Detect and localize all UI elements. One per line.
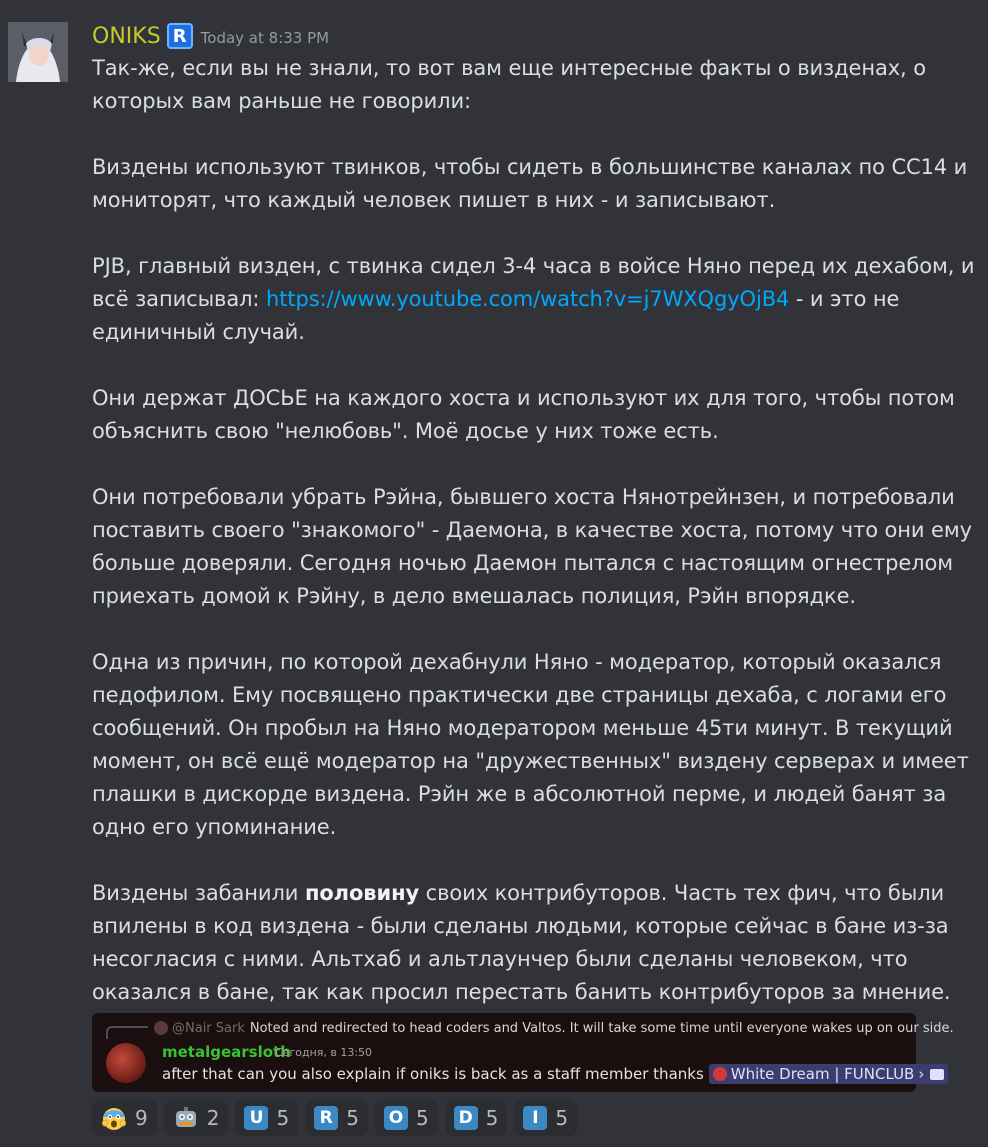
embed-time: Сегодня, в 13:50 bbox=[275, 1046, 373, 1059]
paragraph-text: - и это не единичный случай. bbox=[92, 287, 900, 344]
channel-mention bbox=[709, 1064, 949, 1084]
letter-i-icon: I bbox=[523, 1106, 547, 1130]
avatar[interactable] bbox=[8, 22, 68, 82]
embed-author: metalgearsloth bbox=[162, 1043, 291, 1061]
reaction-letter-o[interactable] bbox=[375, 1100, 438, 1136]
paragraph: Так-же, если вы не знали, то вот вам еще интересные факты о визденах, о которых вам раньше не говорили: bbox=[92, 56, 926, 113]
reaction-letter-i[interactable] bbox=[514, 1100, 577, 1136]
paragraph bbox=[92, 877, 982, 1009]
paragraph: Виздены используют твинков, чтобы сидеть в большинстве каналах по СС14 и мониторят, что каждый человек пишет в них - и записывают. bbox=[92, 155, 968, 212]
embed-avatar bbox=[106, 1043, 146, 1083]
robot-emoji-icon bbox=[173, 1105, 199, 1131]
chat-bubble-icon bbox=[930, 1069, 944, 1080]
paragraph bbox=[92, 250, 982, 349]
reaction-letter-u[interactable] bbox=[235, 1100, 298, 1136]
letter-o-icon: O bbox=[384, 1106, 408, 1130]
reactions-bar bbox=[92, 1100, 577, 1136]
reaction-letter-d[interactable] bbox=[445, 1100, 508, 1136]
reaction-count: 5 bbox=[276, 1106, 290, 1130]
reply-curve-icon bbox=[106, 1026, 148, 1039]
message-timestamp: Today at 8:33 PM bbox=[200, 29, 330, 47]
server-icon bbox=[713, 1067, 727, 1081]
reaction-count: 5 bbox=[415, 1106, 429, 1130]
bold-text: половину bbox=[304, 881, 420, 905]
reaction-count: 2 bbox=[206, 1106, 220, 1130]
reply-text: Noted and redirected to head coders and Valtos. It will take some time until everyone wakes up on our side. bbox=[249, 1020, 954, 1036]
reaction-count: 5 bbox=[555, 1106, 569, 1130]
reaction-count: 5 bbox=[346, 1106, 359, 1130]
reaction-count: 5 bbox=[485, 1106, 499, 1130]
youtube-link[interactable]: https://www.youtube.com/watch?v=j7WXQgyOjB4 bbox=[265, 287, 790, 311]
scream-emoji-icon bbox=[101, 1105, 127, 1131]
reaction-robot[interactable] bbox=[164, 1100, 229, 1136]
role-icon[interactable]: R bbox=[167, 23, 193, 49]
reaction-letter-r[interactable] bbox=[305, 1100, 368, 1136]
chevron-right-icon: › bbox=[918, 1065, 925, 1083]
message-body bbox=[92, 52, 982, 1009]
letter-r-icon: R bbox=[314, 1106, 338, 1130]
paragraph: Одна из причин, по которой дехабнули Няно - модератор, который оказался педофилом. Ему посвящено практически две страницы дехаба, с логами его сообщений. Он пробыл на Няно модератором меньше 45ти минут. В текущий момент, он всё ещё модератор на "дружественных" виздену серверах и имеет плашки в дискорде виздена. Рэйн же в абсолютной перме, и людей банят за одно его упоминание. bbox=[92, 650, 969, 839]
paragraph-text: PJB, главный визден, с твинка сидел 3-4 часа в войсе Няно перед их дехабом, и всё записывал: bbox=[92, 254, 975, 311]
mini-avatar bbox=[154, 1021, 168, 1035]
embed-message: after that can you also explain if oniks is back as a staff member thanks bbox=[162, 1065, 704, 1083]
embedded-screenshot[interactable] bbox=[92, 1013, 954, 1092]
embed-text bbox=[162, 1064, 948, 1084]
author-name[interactable]: ONIKS bbox=[92, 23, 161, 49]
reply-author: @Nair Sark bbox=[172, 1020, 245, 1036]
mention-label: White Dream | FUNCLUB bbox=[730, 1065, 915, 1083]
paragraph: Они держат ДОСЬЕ на каждого хоста и используют их для того, чтобы потом объяснить свою "нелюбовь". Моё досье у них тоже есть. bbox=[92, 386, 955, 443]
letter-u-icon: U bbox=[244, 1106, 268, 1130]
reaction-count: 9 bbox=[135, 1106, 148, 1130]
reply-context bbox=[106, 1020, 954, 1036]
paragraph-text: Виздены забанили bbox=[92, 881, 305, 905]
message-header bbox=[92, 20, 329, 52]
paragraph: Они потребовали убрать Рэйна, бывшего хоста Нянотрейнзен, и потребовали поставить своего "знакомого" - Даемона, в качестве хоста, потому что они ему больше доверяли. Сегодня ночью Даемон пытался с настоящим огнестрелом приехать домой к Рэйну, в дело вмешалась полиция, Рэйн впорядке. bbox=[92, 485, 972, 608]
reaction-scream[interactable] bbox=[92, 1100, 157, 1136]
letter-d-icon: D bbox=[454, 1106, 478, 1130]
paragraph-text: своих контрибуторов. Часть тех фич, что были впилены в код виздена - были сделаны людьми, которые сейчас в бане из-за несогласия с ними. Альтхаб и альтлаунчер были сделаны человеком, что оказался в бане, так как просил перестать банить контрибуторов за мнение. bbox=[92, 881, 951, 1004]
